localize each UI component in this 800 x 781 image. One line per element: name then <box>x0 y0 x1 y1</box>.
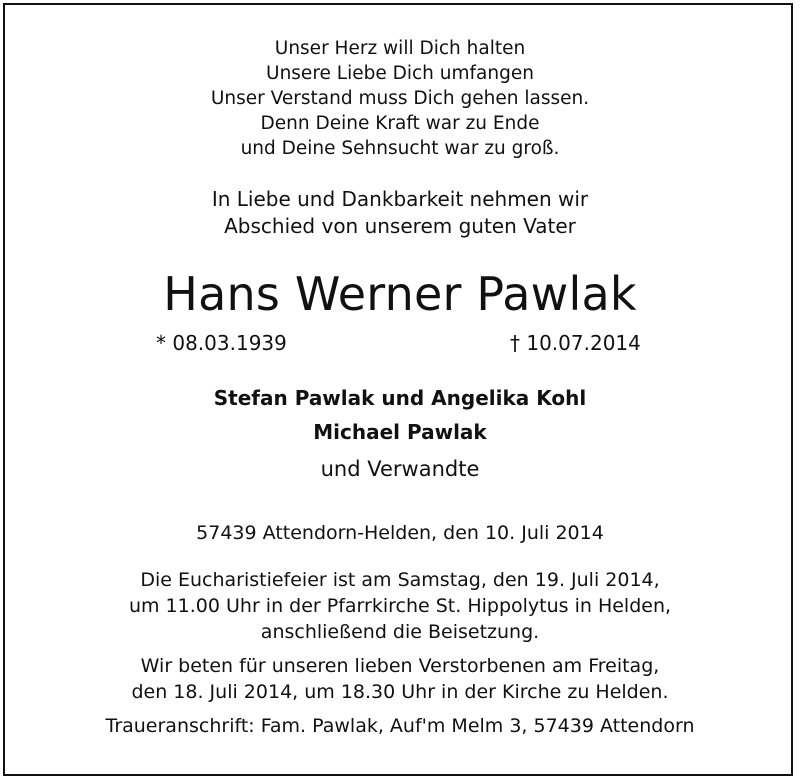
service-info <box>0 567 800 645</box>
service-line: um 11.00 Uhr in der Pfarrkirche St. Hippolytus in Helden, <box>128 595 672 617</box>
poem-line: Unser Herz will Dich halten <box>274 38 526 59</box>
service-line: Die Eucharistiefeier ist am Samstag, den 19. Juli 2014, <box>140 569 660 591</box>
intro-line: Abschied von unserem guten Vater <box>224 214 576 238</box>
service-line: anschließend die Beisetzung. <box>260 621 540 643</box>
poem-line: Unser Verstand muss Dich gehen lassen. <box>210 88 590 109</box>
poem-line: und Deine Sehnsucht war zu groß. <box>240 138 560 159</box>
mourner-name: Stefan Pawlak und Angelika Kohl <box>213 386 587 410</box>
deceased-name: Hans Werner Pawlak <box>163 267 637 321</box>
intro-line: In Liebe und Dankbarkeit nehmen wir <box>211 187 589 211</box>
prayer-info <box>0 653 800 705</box>
mourning-address: Traueranschrift: Fam. Pawlak, Auf'm Melm 3, 57439 Attendorn <box>105 715 695 737</box>
place-and-date: 57439 Attendorn-Helden, den 10. Juli 2014 <box>196 522 604 544</box>
death-date: † 10.07.2014 <box>510 331 641 355</box>
mourner-names <box>0 381 800 449</box>
prayer-line: Wir beten für unseren lieben Verstorbenen am Freitag, <box>140 655 660 677</box>
poem-line: Unsere Liebe Dich umfangen <box>266 63 534 84</box>
birth-date: * 08.03.1939 <box>156 331 287 355</box>
relatives-line: und Verwandte <box>320 457 480 481</box>
farewell-intro <box>0 186 800 240</box>
mourner-name: Michael Pawlak <box>313 420 487 444</box>
prayer-line: den 18. Juli 2014, um 18.30 Uhr in der Kirche zu Helden. <box>131 681 669 703</box>
poem <box>0 36 800 161</box>
poem-line: Denn Deine Kraft war zu Ende <box>260 113 540 134</box>
